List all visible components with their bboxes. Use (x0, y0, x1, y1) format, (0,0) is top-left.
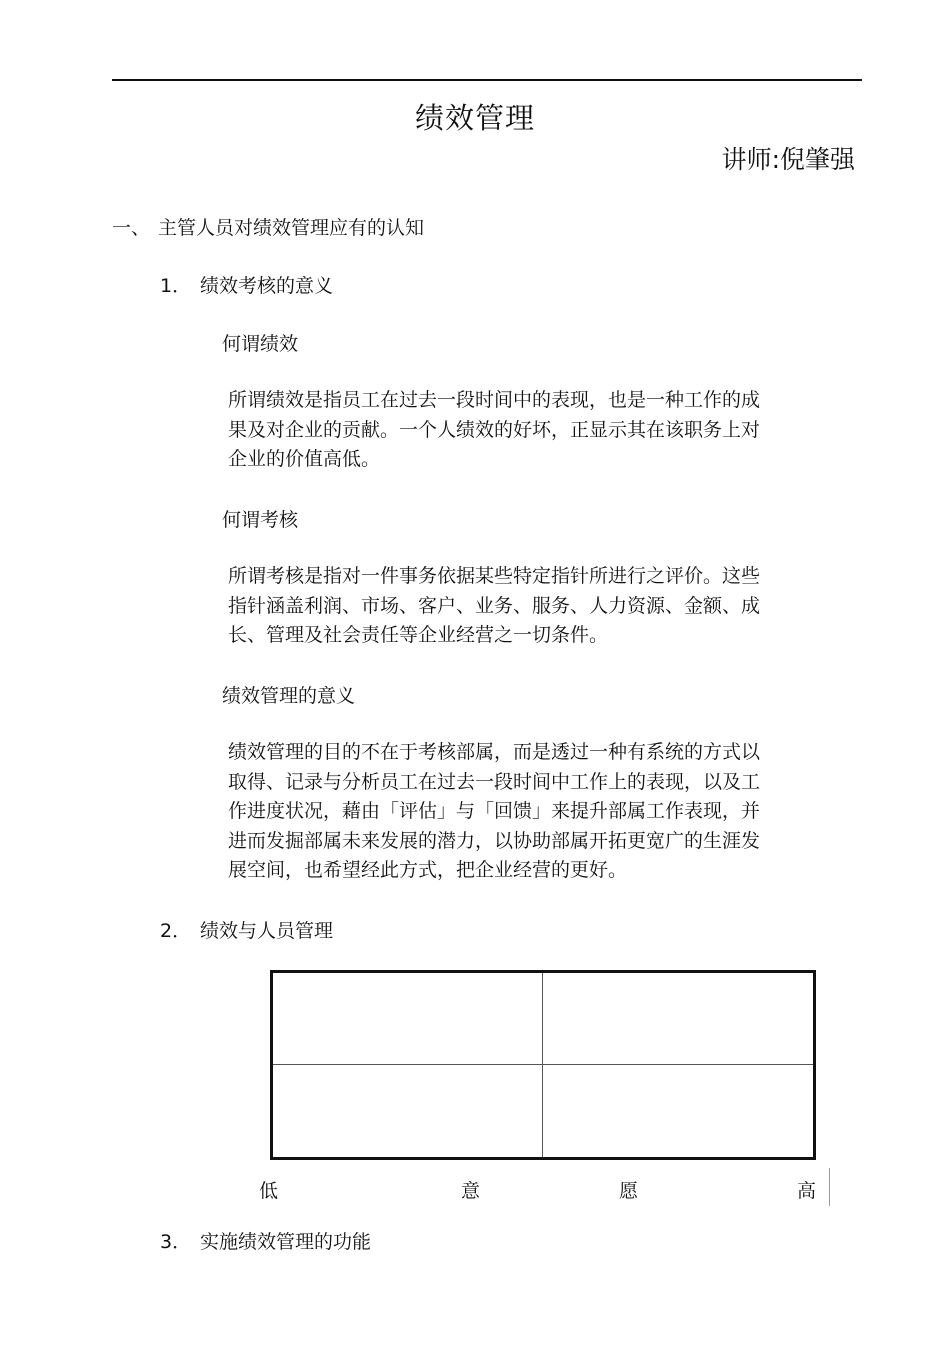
paragraph-line: 企业的价值高低。 (228, 448, 381, 470)
paragraph-line: 长、管理及社会责任等企业经营之一切条件。 (228, 624, 609, 646)
matrix-cell-top-left (273, 973, 543, 1065)
paragraph-line: 作进度状况，藉由「评估」与「回馈」来提升部属工作表现，并 (228, 800, 761, 822)
item-number: 2． (160, 920, 192, 942)
paragraph-line: 果及对企业的贡献。一个人绩效的好坏，正显示其在该职务上对 (228, 418, 761, 441)
axis-label-high: 高 (797, 1180, 817, 1202)
item-heading-2 (160, 916, 333, 943)
header-rule (112, 79, 862, 81)
matrix-cell-bottom-right (543, 1065, 813, 1157)
item-title: 绩效与人员管理 (200, 920, 334, 942)
item-number: 1． (160, 275, 192, 297)
section-number: 一、 (112, 217, 151, 239)
paragraph-line: 取得、记录与分析员工在过去一段时间中工作上的表现，以及工 (228, 770, 761, 793)
paragraph-meaning (228, 738, 818, 886)
item-title: 实施绩效管理的功能 (200, 1231, 372, 1253)
axis-label-will-2: 愿 (619, 1180, 639, 1202)
quadrant-matrix (270, 970, 816, 1160)
axis-end-line (829, 1168, 830, 1206)
section-heading-1 (112, 213, 424, 240)
axis-label-will-1: 意 (461, 1180, 481, 1202)
paragraph-line: 绩效管理的目的不在于考核部属，而是透过一种有系统的方式以 (228, 741, 761, 763)
subheading-appraisal: 何谓考核 (222, 509, 299, 531)
document-title: 绩效管理 (414, 101, 535, 135)
paragraph-line: 进而发掘部属未来发展的潜力，以协助部属开拓更宽广的生涯发 (228, 829, 761, 852)
item-heading-3 (160, 1227, 371, 1254)
item-title: 绩效考核的意义 (200, 275, 334, 297)
paragraph-line: 所谓绩效是指员工在过去一段时间中的表现，也是一种工作的成 (228, 389, 761, 411)
section-title: 主管人员对绩效管理应有的认知 (158, 217, 425, 239)
subheading-meaning: 绩效管理的意义 (222, 685, 356, 707)
item-number: 3． (160, 1231, 192, 1253)
paragraph-performance (228, 386, 818, 475)
subheading-performance: 何谓绩效 (222, 333, 299, 355)
lecturer-name: 讲师:倪肇强 (721, 145, 855, 174)
paragraph-appraisal (228, 562, 818, 651)
paragraph-line: 所谓考核是指对一件事务依据某些特定指针所进行之评价。这些 (228, 565, 761, 587)
item-heading-1 (160, 271, 333, 298)
paragraph-line: 指针涵盖利润、市场、客户、业务、服务、人力资源、金额、成 (228, 594, 761, 617)
axis-label-low: 低 (259, 1180, 279, 1202)
paragraph-line: 展空间，也希望经此方式，把企业经营的更好。 (228, 859, 628, 881)
matrix-cell-bottom-left (273, 1065, 543, 1157)
matrix-cell-top-right (543, 973, 813, 1065)
